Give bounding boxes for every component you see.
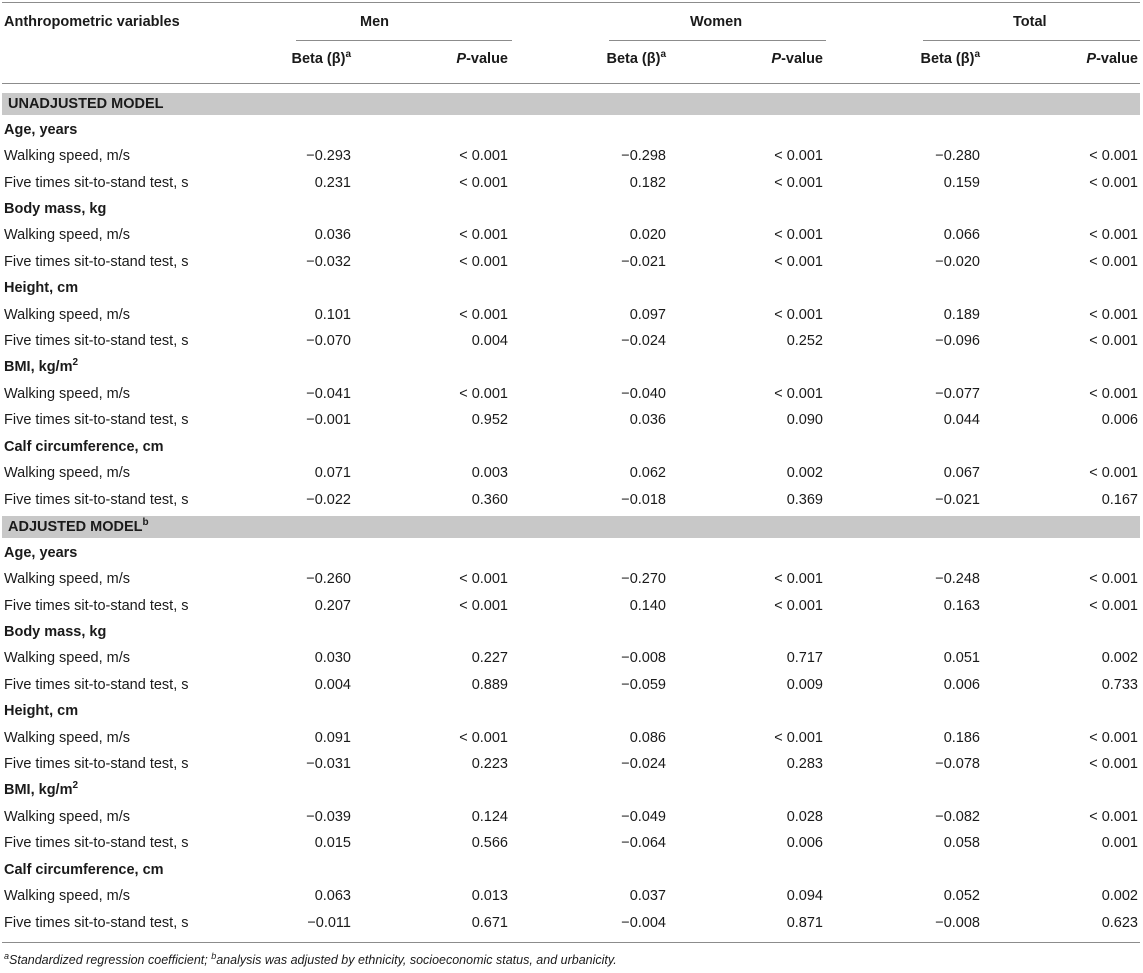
p-men: < 0.001 <box>459 254 508 270</box>
p-men: < 0.001 <box>459 386 508 402</box>
beta-women: 0.182 <box>629 175 666 191</box>
beta-men: −0.031 <box>306 756 351 772</box>
header-beta-women: Beta $(\beta)^a$ <box>606 49 666 67</box>
table-row <box>0 328 1143 354</box>
p-men: 0.004 <box>471 333 508 349</box>
beta-men: −0.022 <box>306 492 351 508</box>
p-women: 0.094 <box>786 888 823 904</box>
group-row <box>0 857 1143 883</box>
beta-total: −0.248 <box>935 571 980 587</box>
p-total: 0.167 <box>1101 492 1138 508</box>
header-beta-total: Beta $(\beta)^a$ <box>920 49 980 67</box>
beta-men: −0.041 <box>306 386 351 402</box>
row-label: Five times sit-to-stand test, s <box>4 492 189 508</box>
p-men: 0.124 <box>471 809 508 825</box>
group-name: Calf circumference, cm <box>4 862 164 878</box>
p-men: 0.952 <box>471 412 508 428</box>
group-row <box>0 434 1143 460</box>
section-title: UNADJUSTED MODEL <box>8 96 164 112</box>
beta-women: 0.037 <box>629 888 666 904</box>
group-row <box>0 698 1143 724</box>
row-label: Five times sit-to-stand test, s <box>4 915 189 931</box>
beta-total: 0.051 <box>943 650 980 666</box>
row-label: Walking speed, m/s <box>4 571 130 587</box>
beta-men: 0.015 <box>314 835 351 851</box>
beta-women: 0.097 <box>629 307 666 323</box>
beta-total: 0.052 <box>943 888 980 904</box>
row-label: Five times sit-to-stand test, s <box>4 756 189 772</box>
beta-men: −0.293 <box>306 148 351 164</box>
p-total: < 0.001 <box>1089 730 1138 746</box>
p-total: 0.623 <box>1101 915 1138 931</box>
section-band <box>2 93 1140 115</box>
beta-women: −0.024 <box>621 756 666 772</box>
group-row <box>0 619 1143 645</box>
p-total: 0.002 <box>1101 888 1138 904</box>
row-label: Walking speed, m/s <box>4 227 130 243</box>
p-men: 0.003 <box>471 465 508 481</box>
p-men: 0.227 <box>471 650 508 666</box>
p-women: < 0.001 <box>774 254 823 270</box>
p-women: 0.369 <box>786 492 823 508</box>
beta-total: 0.067 <box>943 465 980 481</box>
table-row <box>0 804 1143 830</box>
p-men: 0.013 <box>471 888 508 904</box>
row-label: Five times sit-to-stand test, s <box>4 254 189 270</box>
section-band <box>2 516 1140 538</box>
group-name: Calf circumference, cm <box>4 439 164 455</box>
beta-total: 0.044 <box>943 412 980 428</box>
group-name: Height, cm <box>4 703 79 719</box>
beta-men: −0.032 <box>306 254 351 270</box>
p-men: 0.889 <box>471 677 508 693</box>
p-men: < 0.001 <box>459 175 508 191</box>
beta-men: 0.231 <box>314 175 351 191</box>
p-total: < 0.001 <box>1089 333 1138 349</box>
beta-total: −0.008 <box>935 915 980 931</box>
p-total: < 0.001 <box>1089 809 1138 825</box>
table-row <box>0 672 1143 698</box>
header-p-women: P-value <box>771 51 823 67</box>
beta-men: 0.071 <box>314 465 351 481</box>
p-men: 0.360 <box>471 492 508 508</box>
p-women: 0.006 <box>786 835 823 851</box>
table-row <box>0 645 1143 671</box>
p-women: < 0.001 <box>774 571 823 587</box>
table-footnote: $^a$Standardized regression coefficient; $^b$analysis was adjusted by ethnicity, socioeconomic status, and urbanicity. <box>4 950 617 967</box>
row-label: Walking speed, m/s <box>4 465 130 481</box>
beta-women: 0.062 <box>629 465 666 481</box>
p-total: < 0.001 <box>1089 465 1138 481</box>
group-name: Age, years <box>4 545 78 561</box>
p-total: < 0.001 <box>1089 386 1138 402</box>
p-men: 0.671 <box>471 915 508 931</box>
row-label: Five times sit-to-stand test, s <box>4 412 189 428</box>
p-total: 0.002 <box>1101 650 1138 666</box>
beta-men: −0.260 <box>306 571 351 587</box>
p-men: 0.566 <box>471 835 508 851</box>
beta-total: −0.020 <box>935 254 980 270</box>
table-row <box>0 222 1143 248</box>
beta-men: 0.063 <box>314 888 351 904</box>
beta-men: 0.036 <box>314 227 351 243</box>
beta-men: −0.011 <box>307 915 351 931</box>
table-row <box>0 593 1143 619</box>
group-name: BMI, $kg/m^2$ <box>4 780 79 798</box>
beta-total: 0.189 <box>943 307 980 323</box>
beta-women: 0.140 <box>629 598 666 614</box>
beta-total: 0.163 <box>943 598 980 614</box>
group-name: Height, cm <box>4 280 79 296</box>
row-label: Walking speed, m/s <box>4 650 130 666</box>
p-total: < 0.001 <box>1089 148 1138 164</box>
p-men: 0.223 <box>471 756 508 772</box>
row-label: Five times sit-to-stand test, s <box>4 677 189 693</box>
p-women: < 0.001 <box>774 598 823 614</box>
p-women: 0.871 <box>786 915 823 931</box>
beta-men: 0.004 <box>314 677 351 693</box>
beta-women: −0.018 <box>621 492 666 508</box>
p-women: 0.028 <box>786 809 823 825</box>
header-beta-men: Beta $(\beta)^a$ <box>291 49 351 67</box>
beta-men: 0.101 <box>314 307 351 323</box>
table-row <box>0 143 1143 169</box>
group-row <box>0 117 1143 143</box>
p-total: < 0.001 <box>1089 598 1138 614</box>
row-label: Walking speed, m/s <box>4 730 130 746</box>
p-women: < 0.001 <box>774 386 823 402</box>
row-label: Five times sit-to-stand test, s <box>4 598 189 614</box>
p-total: 0.001 <box>1101 835 1138 851</box>
p-men: < 0.001 <box>459 227 508 243</box>
beta-women: −0.040 <box>621 386 666 402</box>
group-row <box>0 354 1143 380</box>
beta-women: −0.004 <box>621 915 666 931</box>
p-women: < 0.001 <box>774 730 823 746</box>
table-row <box>0 487 1143 513</box>
p-women: 0.283 <box>786 756 823 772</box>
beta-total: −0.077 <box>935 386 980 402</box>
beta-total: 0.006 <box>943 677 980 693</box>
group-row <box>0 777 1143 803</box>
beta-total: −0.096 <box>935 333 980 349</box>
beta-women: −0.008 <box>621 650 666 666</box>
header-first-col: Anthropometric variables <box>4 14 180 30</box>
group-name: Age, years <box>4 122 78 138</box>
table-row <box>0 249 1143 275</box>
table-row <box>0 170 1143 196</box>
group-name: Body mass, kg <box>4 624 107 640</box>
row-label: Five times sit-to-stand test, s <box>4 175 189 191</box>
row-label: Walking speed, m/s <box>4 888 130 904</box>
table-row <box>0 830 1143 856</box>
header-group-men: Men <box>360 14 389 30</box>
table-row <box>0 302 1143 328</box>
p-men: < 0.001 <box>459 571 508 587</box>
header-p-men: P-value <box>456 51 508 67</box>
group-row <box>0 196 1143 222</box>
table-row <box>0 725 1143 751</box>
beta-women: 0.036 <box>629 412 666 428</box>
p-women: 0.717 <box>786 650 823 666</box>
beta-women: 0.020 <box>629 227 666 243</box>
beta-men: 0.207 <box>314 598 351 614</box>
beta-women: 0.086 <box>629 730 666 746</box>
table-bottom-rule <box>2 942 1140 943</box>
beta-total: 0.058 <box>943 835 980 851</box>
table-row <box>0 407 1143 433</box>
p-total: 0.006 <box>1101 412 1138 428</box>
p-total: < 0.001 <box>1089 571 1138 587</box>
beta-men: 0.091 <box>314 730 351 746</box>
header-women-underline <box>609 40 826 41</box>
table-row <box>0 910 1143 936</box>
row-label: Five times sit-to-stand test, s <box>4 835 189 851</box>
group-name: BMI, $kg/m^2$ <box>4 357 79 375</box>
table-row <box>0 883 1143 909</box>
beta-women: −0.064 <box>621 835 666 851</box>
header-p-total: P-value <box>1086 51 1138 67</box>
p-women: 0.002 <box>786 465 823 481</box>
p-men: < 0.001 <box>459 730 508 746</box>
p-total: < 0.001 <box>1089 307 1138 323</box>
header-total-underline <box>923 40 1140 41</box>
p-women: < 0.001 <box>774 227 823 243</box>
row-label: Walking speed, m/s <box>4 809 130 825</box>
header-group-women: Women <box>690 14 743 30</box>
p-total: < 0.001 <box>1089 254 1138 270</box>
beta-total: 0.066 <box>943 227 980 243</box>
table-row <box>0 460 1143 486</box>
p-women: < 0.001 <box>774 148 823 164</box>
beta-total: −0.021 <box>935 492 980 508</box>
p-women: 0.252 <box>786 333 823 349</box>
beta-men: −0.039 <box>306 809 351 825</box>
beta-total: −0.082 <box>935 809 980 825</box>
beta-total: 0.159 <box>943 175 980 191</box>
p-women: 0.009 <box>786 677 823 693</box>
beta-men: −0.001 <box>306 412 351 428</box>
p-men: < 0.001 <box>459 598 508 614</box>
beta-women: −0.298 <box>621 148 666 164</box>
row-label: Five times sit-to-stand test, s <box>4 333 189 349</box>
row-label: Walking speed, m/s <box>4 307 130 323</box>
beta-total: 0.186 <box>943 730 980 746</box>
p-women: 0.090 <box>786 412 823 428</box>
p-total: 0.733 <box>1101 677 1138 693</box>
table-row <box>0 566 1143 592</box>
table-row <box>0 751 1143 777</box>
p-men: < 0.001 <box>459 307 508 323</box>
beta-total: −0.280 <box>935 148 980 164</box>
row-label: Walking speed, m/s <box>4 148 130 164</box>
p-total: < 0.001 <box>1089 756 1138 772</box>
beta-women: −0.059 <box>621 677 666 693</box>
beta-women: −0.049 <box>621 809 666 825</box>
beta-total: −0.078 <box>935 756 980 772</box>
beta-men: −0.070 <box>306 333 351 349</box>
group-row <box>0 540 1143 566</box>
group-name: Body mass, kg <box>4 201 107 217</box>
p-men: < 0.001 <box>459 148 508 164</box>
row-label: Walking speed, m/s <box>4 386 130 402</box>
header-group-total: Total <box>1013 14 1047 30</box>
table-row <box>0 381 1143 407</box>
table-top-rule <box>2 2 1140 3</box>
beta-women: −0.021 <box>621 254 666 270</box>
header-bottom-rule <box>2 83 1140 84</box>
section-title: ADJUSTED MODEL$^b$ <box>8 517 149 535</box>
p-women: < 0.001 <box>774 307 823 323</box>
header-men-underline <box>296 40 512 41</box>
p-women: < 0.001 <box>774 175 823 191</box>
beta-women: −0.024 <box>621 333 666 349</box>
group-row <box>0 275 1143 301</box>
p-total: < 0.001 <box>1089 227 1138 243</box>
beta-women: −0.270 <box>621 571 666 587</box>
beta-men: 0.030 <box>314 650 351 666</box>
p-total: < 0.001 <box>1089 175 1138 191</box>
